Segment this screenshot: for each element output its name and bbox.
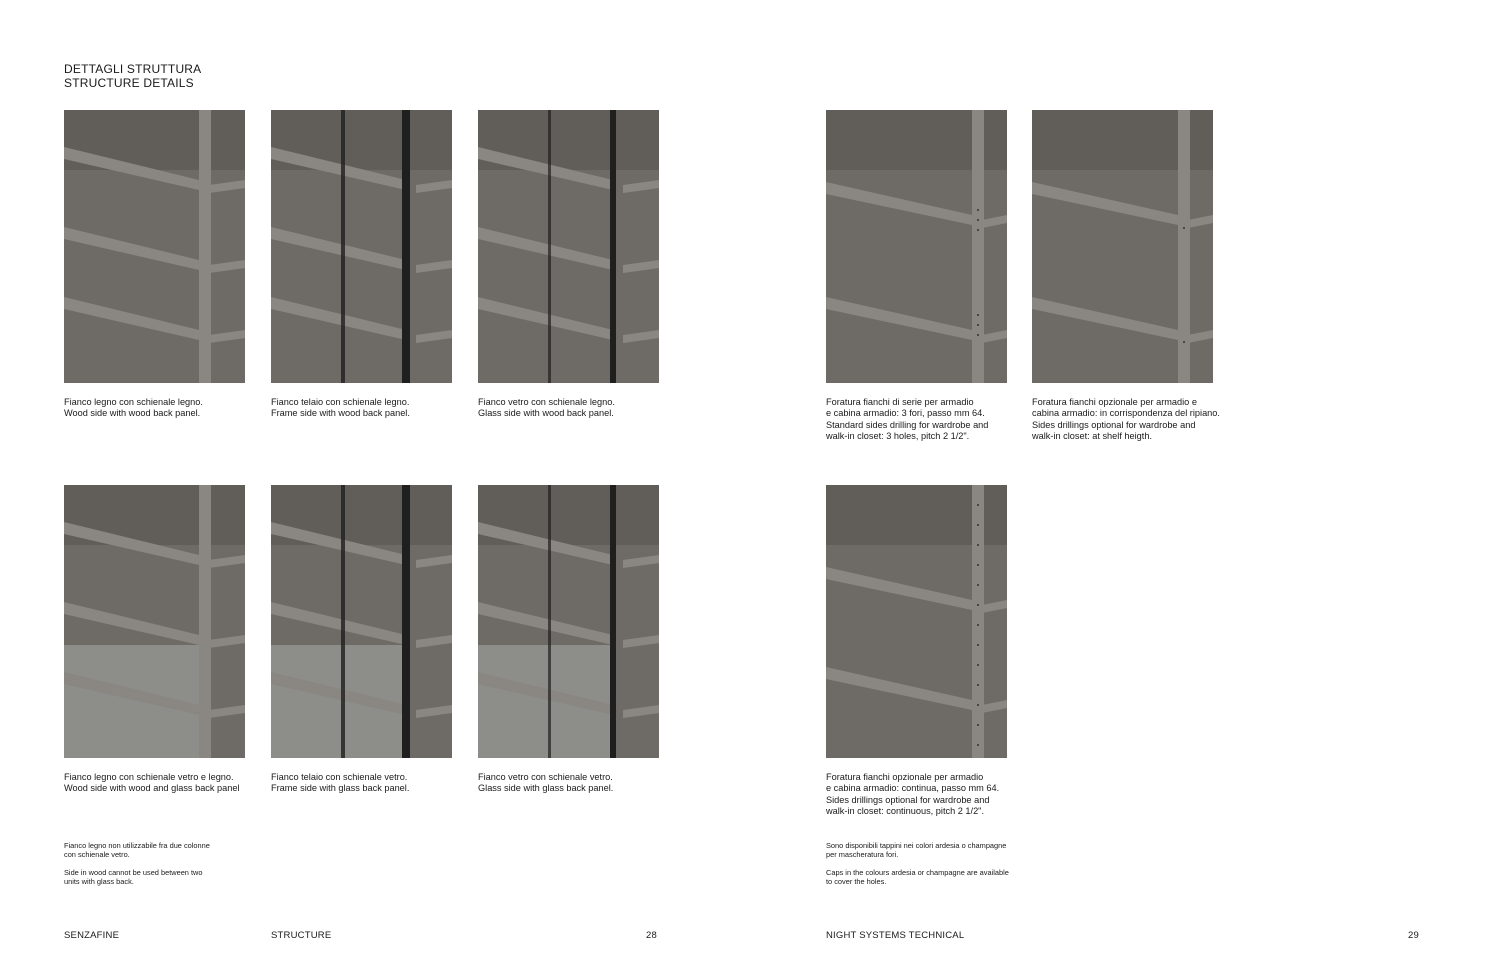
- shelf-image: [826, 110, 1007, 383]
- shelf-image: [478, 110, 659, 383]
- footer-section-right: NIGHT SYSTEMS TECHNICAL: [826, 930, 965, 941]
- photo-glass-side-glass-back: [478, 485, 659, 758]
- note-english-right: Caps in the colours ardesia or champagne are available to cover the holes.: [826, 868, 1009, 887]
- caption-drilling-standard: Foratura fianchi di serie per armadio e cabina armadio: 3 fori, passo mm 64. Standard sides drilling for wardrobe and walk-in closet: 3 holes, pitch 2 1/2".: [826, 397, 989, 442]
- footer-brand: SENZAFINE: [64, 930, 120, 941]
- photo-drilling-standard: [826, 110, 1007, 383]
- caption-frame-side-wood-back: Fianco telaio con schienale legno. Frame side with wood back panel.: [271, 397, 410, 419]
- note-italian-right: Sono disponibili tappini nei colori ardesia o champagne per mascheratura fori.: [826, 841, 1007, 860]
- caption-drilling-continuous: Foratura fianchi opzionale per armadio e cabina armadio: continua, passo mm 64. Sides drillings optional for wardrobe and walk-in closet: continuous, pitch 2 1/2".: [826, 772, 1000, 817]
- page-number-left: 28: [646, 930, 657, 941]
- shelf-image: [271, 485, 452, 758]
- shelf-image: [826, 485, 1007, 758]
- caption-wood-side-glass-back: Fianco legno con schienale vetro e legno. Wood side with wood and glass back panel: [64, 772, 240, 794]
- caption-wood-side-wood-back: Fianco legno con schienale legno. Wood side with wood back panel.: [64, 397, 203, 419]
- photo-drilling-shelf: [1032, 110, 1213, 383]
- photo-wood-side-glass-back: [64, 485, 245, 758]
- caption-frame-side-glass-back: Fianco telaio con schienale vetro. Frame side with glass back panel.: [271, 772, 410, 794]
- photo-glass-side-wood-back: [478, 110, 659, 383]
- shelf-image: [478, 485, 659, 758]
- photo-drilling-continuous: [826, 485, 1007, 758]
- shelf-image: [64, 485, 245, 758]
- photo-frame-side-glass-back: [271, 485, 452, 758]
- footer-section: STRUCTURE: [271, 930, 332, 941]
- note-italian-left: Fianco legno non utilizzabile fra due colonne con schienale vetro.: [64, 841, 210, 860]
- photo-wood-side-wood-back: [64, 110, 245, 383]
- title-english: STRUCTURE DETAILS: [64, 76, 194, 90]
- shelf-image: [271, 110, 452, 383]
- caption-drilling-shelf: Foratura fianchi opzionale per armadio e cabina armadio: in corrispondenza del ripiano. Sides drillings optional for wardrobe and walk-in closet: at shelf heigth.: [1032, 397, 1220, 442]
- page-number-right: 29: [1408, 930, 1419, 941]
- note-english-left: Side in wood cannot be used between two units with glass back.: [64, 868, 203, 887]
- caption-glass-side-wood-back: Fianco vetro con schienale legno. Glass side with wood back panel.: [478, 397, 615, 419]
- shelf-image: [64, 110, 245, 383]
- shelf-image: [1032, 110, 1213, 383]
- caption-glass-side-glass-back: Fianco vetro con schienale vetro. Glass side with glass back panel.: [478, 772, 614, 794]
- page-title: [64, 62, 201, 90]
- photo-frame-side-wood-back: [271, 110, 452, 383]
- title-italian: DETTAGLI STRUTTURA: [64, 62, 202, 76]
